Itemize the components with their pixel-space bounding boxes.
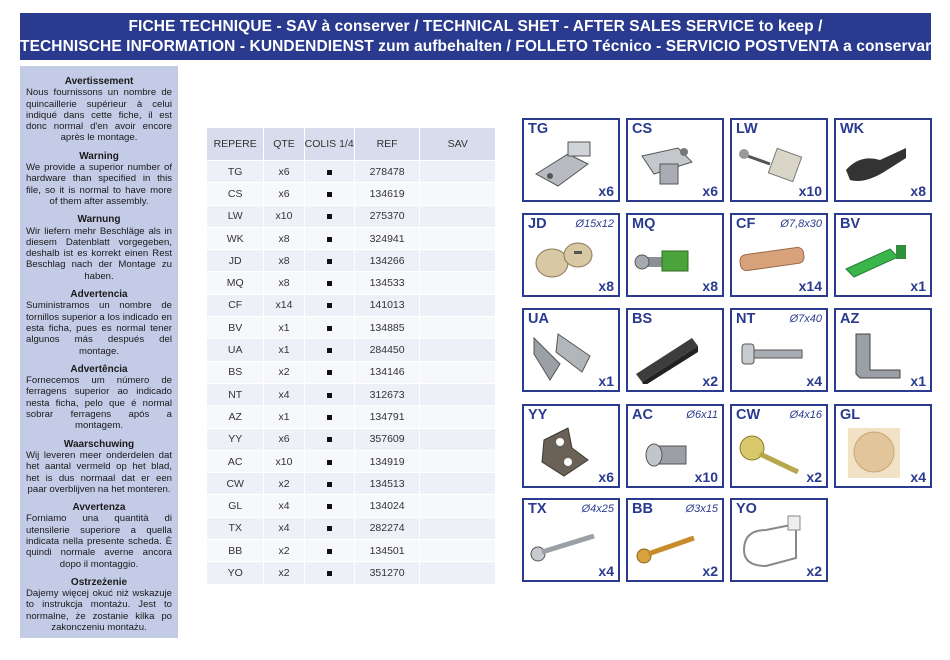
colis-mark-icon [327, 326, 332, 331]
angle-bracket-icon [528, 420, 598, 480]
warning-block [26, 364, 172, 432]
part-quantity: x6 [598, 469, 614, 485]
cell-repere: GL [207, 495, 264, 517]
cell-colis [304, 205, 354, 227]
part-code: TX [528, 501, 547, 517]
cell-sav [420, 473, 496, 495]
colis-mark-icon [327, 170, 332, 175]
cell-ref: 357609 [354, 428, 420, 450]
table-row [207, 205, 496, 227]
parts-grid [522, 118, 934, 584]
connector-bolt-icon [632, 229, 702, 289]
wood-dowel-icon [736, 229, 806, 289]
part-quantity: x2 [806, 563, 822, 579]
cell-qte: x10 [264, 205, 304, 227]
colis-mark-icon [327, 192, 332, 197]
warning-block [26, 151, 172, 207]
cell-qte: x8 [264, 227, 304, 249]
warning-title: Avertissement [64, 76, 134, 87]
header-qte: QTE [264, 128, 304, 161]
cell-repere: YY [207, 428, 264, 450]
warning-text: Fornecemos um número de ferragens superior ao indicado nesta ficha, pelo que é normal sobrar ferragens após a montagem. [26, 375, 172, 432]
warning-text: Wij leveren meer onderdelen dat het aantal vermeld op het blad, het is dus normaal dat er een paar overblijven na het monteren. [26, 449, 172, 495]
warnings-sidebar [20, 66, 178, 638]
table-row [207, 183, 496, 205]
cell-ref: 134919 [354, 450, 420, 472]
cell-qte: x4 [264, 495, 304, 517]
cell-sav [420, 161, 496, 183]
parts-table [206, 127, 496, 585]
part-code: BS [632, 311, 653, 327]
part-dimension: Ø7x40 [789, 313, 822, 325]
part-code: JD [528, 216, 547, 232]
part-quantity: x2 [806, 469, 822, 485]
cell-sav [420, 517, 496, 539]
colis-mark-icon [327, 526, 332, 531]
table-row [207, 562, 496, 584]
cell-colis [304, 227, 354, 249]
cell-colis [304, 473, 354, 495]
cell-repere: BV [207, 317, 264, 339]
part-cell [626, 498, 724, 582]
cell-qte: x14 [264, 294, 304, 316]
cell-colis [304, 450, 354, 472]
table-row [207, 272, 496, 294]
colis-mark-icon [327, 303, 332, 308]
cell-colis [304, 250, 354, 272]
part-code: CF [736, 216, 756, 232]
cell-qte: x2 [264, 361, 304, 383]
cell-repere: UA [207, 339, 264, 361]
bolt-icon [736, 324, 806, 384]
warning-title: Advertência [70, 363, 128, 375]
cell-ref: 134513 [354, 473, 420, 495]
part-cell [522, 404, 620, 488]
cell-repere: AZ [207, 406, 264, 428]
part-cell [730, 498, 828, 582]
part-code: NT [736, 311, 756, 327]
cell-ref: 282274 [354, 517, 420, 539]
cell-repere: WK [207, 227, 264, 249]
felt-pad-icon [840, 420, 910, 480]
cell-sav [420, 540, 496, 562]
cell-qte: x8 [264, 250, 304, 272]
cell-qte: x1 [264, 317, 304, 339]
cell-ref: 134501 [354, 540, 420, 562]
cell-ref: 134024 [354, 495, 420, 517]
part-code: BB [632, 501, 653, 517]
part-cell [522, 118, 620, 202]
cell-sav [420, 339, 496, 361]
cam-lock-icon [528, 229, 598, 289]
part-cell [522, 213, 620, 297]
part-quantity: x6 [598, 183, 614, 199]
part-code: GL [840, 407, 861, 423]
part-quantity: x2 [702, 373, 718, 389]
table-row [207, 540, 496, 562]
shelf-support-icon [840, 134, 910, 194]
allen-key-icon [840, 324, 910, 384]
cell-repere: AC [207, 450, 264, 472]
warning-text: Wir liefern mehr Beschläge als in diesem Datenblatt vorgegeben, deshalb ist es korrekt einen Rest Beschlag nach der Montage zu haben. [26, 225, 172, 282]
table-row [207, 406, 496, 428]
page-header [20, 13, 931, 60]
table-row [207, 161, 496, 183]
cell-qte: x1 [264, 339, 304, 361]
cell-sav [420, 406, 496, 428]
cell-repere: CS [207, 183, 264, 205]
cell-colis [304, 161, 354, 183]
colis-mark-icon [327, 482, 332, 487]
part-cell [730, 404, 828, 488]
cell-repere: CF [207, 294, 264, 316]
part-dimension: Ø4x16 [789, 409, 822, 421]
part-quantity: x4 [598, 563, 614, 579]
part-cell [626, 404, 724, 488]
warning-block [26, 76, 172, 144]
table-row [207, 383, 496, 405]
cell-qte: x2 [264, 540, 304, 562]
table-header-row [207, 128, 496, 161]
warning-text: Nous fournissons un nombre de quincaillerie supérieur à celui indiqué dans cette fiche, il est donc normal d'en avoir encore après le montage. [26, 87, 172, 144]
cell-repere: MQ [207, 272, 264, 294]
cell-sav [420, 361, 496, 383]
cell-colis [304, 361, 354, 383]
header-line-1: FICHE TECHNIQUE - SAV à conserver / TECHNICAL SHET - AFTER SALES SERVICE to keep / [128, 18, 823, 35]
header-ref: REF [354, 128, 420, 161]
header-repere: REPERE [207, 128, 264, 161]
warning-title: Advertencia [70, 289, 128, 301]
colis-mark-icon [327, 259, 332, 264]
part-code: AC [632, 407, 653, 423]
part-cell [626, 118, 724, 202]
cell-qte: x6 [264, 428, 304, 450]
cell-sav [420, 317, 496, 339]
cell-sav [420, 495, 496, 517]
cell-ref: 284450 [354, 339, 420, 361]
colis-mark-icon [327, 237, 332, 242]
cell-repere: YO [207, 562, 264, 584]
cell-ref: 134619 [354, 183, 420, 205]
part-quantity: x2 [702, 563, 718, 579]
cell-ref: 312673 [354, 383, 420, 405]
part-code: UA [528, 311, 549, 327]
cell-sav [420, 205, 496, 227]
part-quantity: x8 [910, 183, 926, 199]
part-cell [834, 118, 932, 202]
colis-mark-icon [327, 348, 332, 353]
cell-repere: BB [207, 540, 264, 562]
part-quantity: x14 [798, 278, 822, 294]
cell-colis [304, 495, 354, 517]
warning-title: Waarschuwing [63, 438, 135, 450]
table-row [207, 361, 496, 383]
cell-ref: 141013 [354, 294, 420, 316]
table-row [207, 339, 496, 361]
part-quantity: x10 [694, 469, 718, 485]
cell-colis [304, 317, 354, 339]
cell-colis [304, 406, 354, 428]
shelf-bracket-screw-icon [736, 134, 806, 194]
table-row [207, 317, 496, 339]
cell-ref: 134146 [354, 361, 420, 383]
part-quantity: x8 [702, 278, 718, 294]
table-row [207, 517, 496, 539]
cell-sav [420, 183, 496, 205]
cell-qte: x8 [264, 272, 304, 294]
part-quantity: x8 [598, 278, 614, 294]
part-cell [522, 308, 620, 392]
hinge-plate-icon [632, 134, 702, 194]
part-code: BV [840, 216, 861, 232]
colis-mark-icon [327, 281, 332, 286]
header-sav: SAV [420, 128, 496, 161]
cell-qte: x10 [264, 450, 304, 472]
glue-tube-icon [840, 229, 910, 289]
colis-mark-icon [327, 437, 332, 442]
cell-ref: 134885 [354, 317, 420, 339]
cell-ref: 134791 [354, 406, 420, 428]
table-row [207, 473, 496, 495]
part-quantity: x6 [702, 183, 718, 199]
part-cell [834, 308, 932, 392]
table-row [207, 495, 496, 517]
cell-repere: TX [207, 517, 264, 539]
part-code: AZ [840, 311, 860, 327]
colis-mark-icon [327, 415, 332, 420]
colis-mark-icon [327, 504, 332, 509]
part-cell [730, 213, 828, 297]
warning-block [26, 214, 172, 282]
warning-block [26, 289, 172, 357]
cell-colis [304, 517, 354, 539]
warning-title: Avvertenza [72, 502, 126, 514]
part-code: CS [632, 121, 653, 137]
cell-ref: 275370 [354, 205, 420, 227]
part-quantity: x4 [910, 469, 926, 485]
cell-qte: x6 [264, 183, 304, 205]
cell-sav [420, 250, 496, 272]
cell-repere: BS [207, 361, 264, 383]
part-quantity: x10 [798, 183, 822, 199]
part-dimension: Ø3x15 [685, 503, 718, 515]
part-cell [626, 213, 724, 297]
cell-colis [304, 294, 354, 316]
part-cell [522, 498, 620, 582]
part-dimension: Ø15x12 [575, 218, 614, 230]
part-code: YY [528, 407, 548, 423]
hinge-icon [528, 134, 598, 194]
part-code: YO [736, 501, 757, 517]
cable-clip-icon [736, 514, 806, 574]
bracket-strip-icon [528, 324, 598, 384]
cell-sav [420, 450, 496, 472]
part-cell [730, 118, 828, 202]
warning-block [26, 439, 172, 495]
warning-block [26, 577, 172, 633]
cell-ref: 134533 [354, 272, 420, 294]
warning-title: Warning [79, 150, 119, 162]
cell-sav [420, 383, 496, 405]
part-quantity: x1 [910, 278, 926, 294]
strip-icon [632, 324, 702, 384]
cell-repere: JD [207, 250, 264, 272]
colis-mark-icon [327, 393, 332, 398]
cell-colis [304, 183, 354, 205]
colis-mark-icon [327, 460, 332, 465]
part-cell [730, 308, 828, 392]
part-cell [834, 213, 932, 297]
warning-text: We provide a superior number of hardware than specified in this file, so it is normal to have more of them after assembly. [26, 162, 172, 207]
cell-sav [420, 227, 496, 249]
cell-repere: TG [207, 161, 264, 183]
warning-text: Suministramos un nombre de tornillos superior a los indicado en esta ficha, pues es normal tener algunos más después del montage. [26, 300, 172, 357]
header-line-2: TECHNISCHE INFORMATION - KUNDENDIENST zum aufbehalten / FOLLETO Técnico - SERVICIO POSTVENTA a conservar [20, 38, 932, 55]
part-quantity: x1 [598, 373, 614, 389]
cell-qte: x4 [264, 383, 304, 405]
warning-title: Warnung [77, 214, 121, 226]
part-dimension: Ø4x25 [581, 503, 614, 515]
cell-colis [304, 428, 354, 450]
cell-sav [420, 428, 496, 450]
header-colis: COLIS 1/4 [304, 128, 354, 161]
table-row [207, 250, 496, 272]
cell-repere: NT [207, 383, 264, 405]
brass-screw-icon [632, 514, 702, 574]
cell-qte: x6 [264, 161, 304, 183]
table-row [207, 227, 496, 249]
cell-ref: 278478 [354, 161, 420, 183]
cell-colis [304, 562, 354, 584]
part-dimension: Ø6x11 [686, 409, 718, 421]
cell-qte: x1 [264, 406, 304, 428]
cell-repere: CW [207, 473, 264, 495]
cell-ref: 324941 [354, 227, 420, 249]
table-row [207, 450, 496, 472]
colis-mark-icon [327, 571, 332, 576]
cell-ref: 351270 [354, 562, 420, 584]
warning-text: Forniamo una quantità di utensilerie superiore a quella indicata nella presente scheda. È quindi normale averne ancora dopo il montaggio. [26, 513, 172, 570]
part-code: LW [736, 121, 758, 137]
table-row [207, 428, 496, 450]
cell-sav [420, 562, 496, 584]
cell-ref: 134266 [354, 250, 420, 272]
colis-mark-icon [327, 549, 332, 554]
part-dimension: Ø7,8x30 [780, 218, 822, 230]
long-screw-icon [528, 514, 598, 574]
cell-qte: x2 [264, 473, 304, 495]
colis-mark-icon [327, 370, 332, 375]
cell-qte: x4 [264, 517, 304, 539]
cell-qte: x2 [264, 562, 304, 584]
cell-sav [420, 272, 496, 294]
wood-screw-icon [736, 420, 806, 480]
part-code: WK [840, 121, 865, 137]
cell-sav [420, 294, 496, 316]
part-cell [834, 404, 932, 488]
cell-colis [304, 272, 354, 294]
colis-mark-icon [327, 214, 332, 219]
cell-colis [304, 339, 354, 361]
part-quantity: x4 [806, 373, 822, 389]
cell-repere: LW [207, 205, 264, 227]
part-code: MQ [632, 216, 656, 232]
insert-nut-icon [632, 420, 702, 480]
cell-colis [304, 383, 354, 405]
part-code: CW [736, 407, 761, 423]
part-code: TG [528, 121, 549, 137]
warning-block [26, 502, 172, 570]
warning-text: Dajemy więcej okuć niż wskazuje to instrukcja montażu. Jest to normalne, że zostanie kilka po zakonczeniu montażu. [26, 588, 172, 634]
cell-colis [304, 540, 354, 562]
table-row [207, 294, 496, 316]
part-quantity: x1 [910, 373, 926, 389]
warning-title: Ostrzeżenie [70, 576, 128, 588]
part-cell [626, 308, 724, 392]
